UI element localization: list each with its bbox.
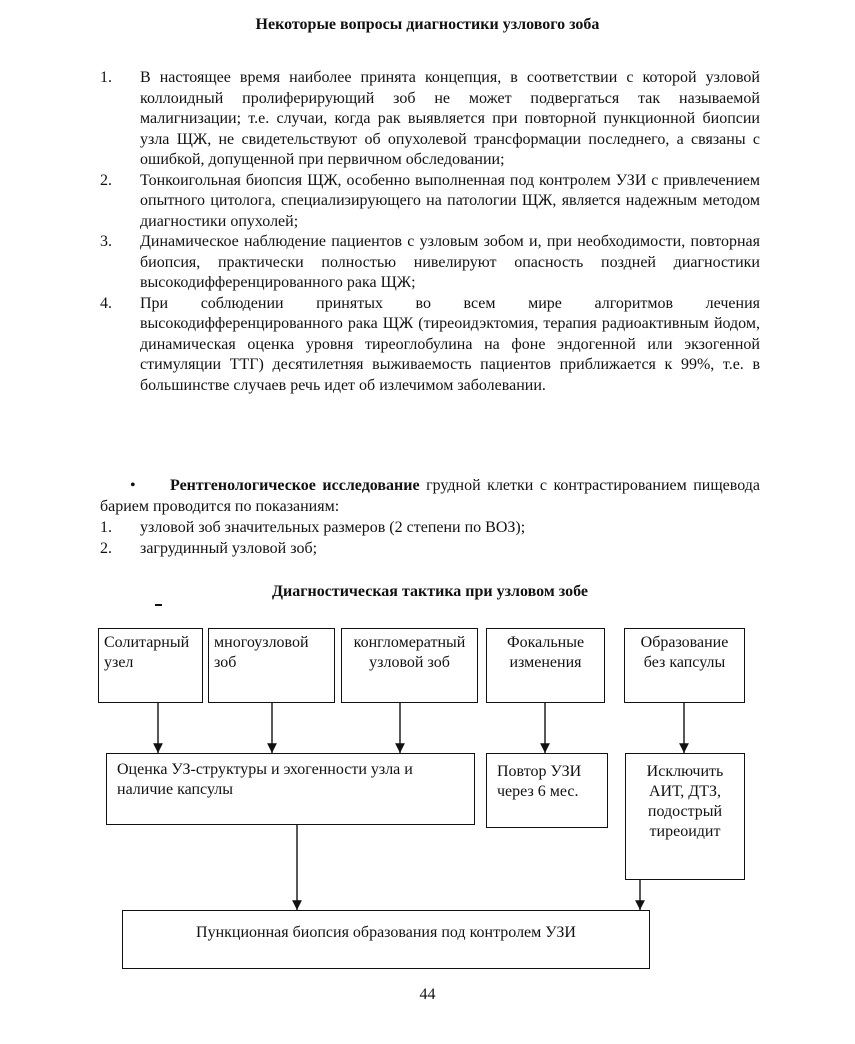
item-text: При соблюдении принятых во всем мире алгоритмов лечения высокодифференцированного рака ЩЖ (тиреоидэктомия, терапия радиоактивным йодом, динамическая оценка уровня тиреоглобулина на фоне эндогенной или экзогенной стимуляции ТТГ) десятилетняя выживаемость пациентов приближается к 99%, т.е. в большинстве случаев речь идет об излечимом заболевании. [140,294,760,394]
box-solitary-node: Солитарный узел [98,628,203,703]
page-number: 44 [419,986,436,1003]
box-multinodular-goiter: многоузловой зоб [208,628,335,703]
item-number: 1. [100,519,112,536]
bullet: • [130,477,136,494]
page-title: Некоторые вопросы диагностики узлового зоба [255,16,600,33]
box-conglomerate-goiter: конгломератный узловой зоб [341,628,478,703]
item-number: 3. [100,233,112,250]
xray-text: грудной клетки с контрастированием пищевода барием проводится по показаниям: [100,477,760,515]
box-assess-structure: Оценка УЗ-структуры и эхогенности узла и наличие капсулы [106,753,475,825]
item-text: Тонкоигольная биопсия ЩЖ, особенно выполненная под контролем УЗИ с привлечением опытного цитолога, специализирующего на патологии ЩЖ, является надежным методом диагностики опухолей; [140,171,760,230]
item-number: 2. [100,539,112,557]
box-exclude-thyroiditis: Исключить АИТ, ДТЗ, подострый тиреоидит [625,753,745,880]
item-text: В настоящее время наиболее принята концепция, в соответствии с которой узловой коллоидный пролиферирующий зоб не может подвергаться так называемой малигнизации; т.е. случаи, когда рак выявляется при повторной пункционной биопсии узла ЩЖ, не свидетельствуют об опухолевой трансформации последнего, а связаны с ошибкой, допущенной при первичном обследовании; [140,69,760,168]
box-focal-changes: Фокальные изменения [486,628,605,703]
item-text: узловой зоб значительных размеров (2 степени по ВОЗ); [140,519,526,536]
diagram-title: Диагностическая тактика при узловом зобе [272,583,588,600]
item-number: 2. [100,171,112,189]
item-text: загрудинный узловой зоб; [140,539,318,557]
item-number: 1. [100,69,112,86]
item-text: Динамическое наблюдение пациентов с узловым зобом и, при необходимости, повторная биопсия, практически полностью нивелируют опасность поздней диагностики высокодифференцированного рака ЩЖ; [140,233,760,291]
box-no-capsule: Образование без капсулы [624,628,745,703]
box-puncture-biopsy: Пункционная биопсия образования под контролем УЗИ [122,910,650,969]
box-repeat-ultrasound: Повтор УЗИ через 6 мес. [486,753,608,828]
item-number: 4. [100,294,112,312]
xray-term: Рентгенологическое исследование [170,477,420,494]
